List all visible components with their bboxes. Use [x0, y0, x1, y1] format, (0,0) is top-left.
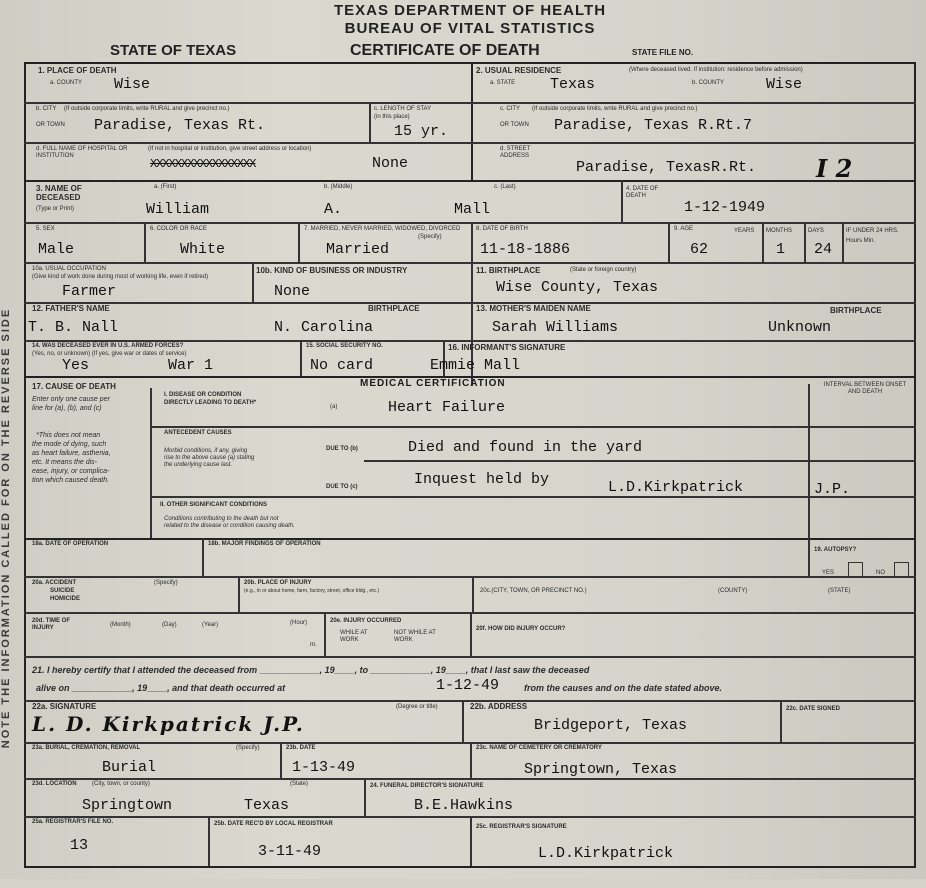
age-label: 9. AGE	[674, 226, 694, 232]
father-name-label: 12. FATHER'S NAME	[32, 304, 110, 313]
rule	[24, 340, 916, 342]
occupation-note: (Give kind of work done during most of working life, even if retired)	[32, 274, 209, 280]
side-note: NOTE THE INFORMATION CALLED FOR ON THE REVERSE SIDE	[0, 307, 12, 749]
due-to-c-label: DUE TO (c)	[326, 484, 358, 490]
marital-specify: (Specify)	[418, 234, 442, 240]
father-birthplace-value: N. Carolina	[274, 319, 374, 336]
disease-label-2: DIRECTLY LEADING TO DEATH*	[164, 400, 257, 406]
reg-file-label: 25a. REGISTRAR'S FILE NO.	[32, 819, 114, 825]
armed-forces-note: (Yes, no, or unknown) (If yes, give war or dates of service)	[32, 351, 187, 357]
cemetery-value: Springtown, Texas	[524, 761, 678, 778]
street-address-handwriting: I 2	[816, 154, 853, 183]
burial-label: 23a. BURIAL, CREMATION, REMOVAL	[32, 745, 141, 751]
mother-name-label: 13. MOTHER'S MAIDEN NAME	[476, 304, 591, 313]
not-while-at-work-label: NOT WHILE AT WORK	[394, 630, 436, 643]
rule	[470, 816, 472, 866]
burial-value: Burial	[102, 759, 157, 776]
funeral-director-value: B.E.Hawkins	[414, 797, 514, 814]
rule	[24, 62, 26, 868]
years-label: YEARS	[734, 228, 755, 234]
rule	[842, 222, 844, 262]
rule	[300, 340, 302, 376]
rule	[364, 460, 916, 462]
location-note: (City, town, or county)	[92, 781, 150, 787]
mother-name-value: Sarah Williams	[492, 319, 619, 336]
date-recd-label: 25b. DATE REC'D BY LOCAL REGISTRAR	[214, 821, 333, 827]
mother-birthplace-label: BIRTHPLACE	[830, 306, 882, 315]
state-value: Texas	[550, 76, 596, 93]
res-county-label: b. COUNTY	[692, 80, 725, 86]
rule	[24, 778, 916, 780]
rule	[24, 656, 916, 658]
res-city-value: Paradise, Texas R.Rt.7	[554, 117, 753, 134]
injury-state-label: (STATE)	[828, 588, 851, 594]
rule	[462, 700, 464, 742]
rule	[621, 180, 623, 222]
major-findings-label: 18b. MAJOR FINDINGS OF OPERATION	[208, 541, 321, 547]
location-city-value: Springtown	[82, 797, 173, 814]
hospital-struck-text: XXXXXXXXXXXXXXXXX	[150, 157, 256, 171]
length-of-stay-value: 15 yr.	[394, 123, 449, 140]
morbid-note-3: the underlying cause last.	[164, 462, 233, 468]
city-note: (If outside corporate limits, write RURAL and give precinct no.)	[64, 106, 230, 112]
middle-name-value: A.	[324, 201, 343, 218]
sex-label: 5. SEX	[36, 226, 55, 232]
rule	[24, 62, 916, 64]
armed-forces-value: Yes	[62, 357, 90, 374]
antecedent-label: ANTECEDENT CAUSES	[164, 430, 232, 436]
form-grid	[24, 62, 916, 868]
hospital-label: d. FULL NAME OF HOSPITAL OR INSTITUTION	[36, 146, 128, 159]
dob-label: 8. DATE OF BIRTH	[476, 226, 528, 232]
age-days-value: 24	[814, 241, 833, 258]
accident-label: 20a. ACCIDENT	[32, 580, 77, 586]
header-state-file-no: STATE FILE NO.	[632, 48, 694, 57]
place-of-death-label: 1. PLACE OF DEATH	[38, 66, 117, 75]
reg-sig-value: L.D.Kirkpatrick	[538, 845, 674, 862]
autopsy-no-label: NO	[876, 570, 885, 576]
cause-a-mark: (a)	[330, 404, 338, 410]
county-label: a. COUNTY	[50, 80, 83, 86]
certify-line-1: 21. I hereby certify that I attended the deceased from ____________, 19____, to ____________, 19____, that I last saw the deceased	[32, 665, 590, 675]
rule	[24, 576, 916, 578]
informant-value: Emmie Mall	[430, 357, 521, 374]
age-years-value: 62	[690, 241, 709, 258]
father-birthplace-label: BIRTHPLACE	[368, 304, 420, 313]
rule	[208, 816, 210, 866]
reg-sig-label: 25c. REGISTRAR'S SIGNATURE	[476, 824, 567, 830]
occupation-label: 10a. USUAL OCCUPATION	[32, 266, 106, 272]
rule	[364, 778, 366, 816]
other-conditions-label: II. OTHER SIGNIFICANT CONDITIONS	[160, 502, 268, 508]
rule	[24, 102, 916, 104]
rule	[150, 496, 364, 498]
length-of-stay-note: (in this place)	[374, 114, 410, 120]
business-value: None	[274, 283, 311, 300]
rule	[24, 866, 916, 868]
cause-note-7: ease, injury, or complica-	[32, 468, 110, 475]
race-value: White	[180, 241, 226, 258]
time-injury-label: 20d. TIME OF INJURY	[32, 618, 71, 631]
rule	[808, 538, 810, 576]
cause-note-6: etc. It means the dis-	[32, 459, 97, 466]
father-name-value: T. B. Nall	[28, 319, 119, 336]
hospital-value: None	[372, 155, 409, 172]
first-name-label: a. (First)	[154, 184, 177, 190]
hospital-note: (If not in hospital or institution, give street address or location)	[148, 146, 312, 152]
how-injury-label: 20f. HOW DID INJURY OCCUR?	[476, 626, 566, 632]
header-title: CERTIFICATE OF DEATH	[350, 42, 540, 59]
signature-label: 22a. SIGNATURE	[32, 702, 97, 711]
under24-label: IF UNDER 24 HRS.	[846, 228, 899, 234]
city-value: Paradise, Texas Rt.	[94, 117, 266, 134]
morbid-note-2: rise to the above cause (a) stating	[164, 455, 255, 461]
res-city-label: c. CITY	[500, 106, 521, 112]
race-label: 6. COLOR OR RACE	[150, 226, 208, 232]
morbid-note-1: Morbid conditions, if any, giving	[164, 448, 248, 454]
usual-residence-label: 2. USUAL RESIDENCE	[476, 66, 562, 75]
cause-of-death-label: 17. CAUSE OF DEATH	[32, 382, 116, 391]
location-label: 23d. LOCATION	[32, 781, 77, 787]
last-name-label: c. (Last)	[494, 184, 516, 190]
due-to-b-label: DUE TO (b)	[326, 446, 358, 452]
rule	[324, 612, 326, 656]
rule	[280, 742, 282, 778]
rule	[24, 538, 916, 540]
funeral-director-label: 24. FUNERAL DIRECTOR'S SIGNATURE	[370, 783, 484, 789]
rule	[150, 388, 152, 538]
occupation-value: Farmer	[62, 283, 117, 300]
location-state-value: Texas	[244, 797, 290, 814]
rule	[202, 538, 204, 576]
cause-note-8: tion which caused death.	[32, 477, 110, 484]
autopsy-no-checkbox[interactable]	[894, 562, 909, 577]
rule	[24, 142, 916, 144]
burial-date-label: 23b. DATE	[286, 745, 316, 751]
city-town-precinct-label: 20c.(CITY, TOWN, OR PRECINCT NO.)	[480, 588, 587, 594]
cause-b-value: Died and found in the yard	[408, 439, 643, 456]
rule	[470, 612, 472, 656]
middle-name-label: b. (Middle)	[324, 184, 353, 190]
marital-label: 7. MARRIED, NEVER MARRIED, WIDOWED, DIVORCED	[304, 226, 461, 232]
header-agency: TEXAS DEPARTMENT OF HEALTH	[333, 2, 607, 19]
armed-forces-label: 14. WAS DECEASED EVER IN U.S. ARMED FORCES?	[32, 343, 184, 349]
homicide-label: HOMICIDE	[50, 596, 80, 602]
cause-a-value: Heart Failure	[388, 399, 506, 416]
rule	[24, 222, 916, 224]
name-of-deceased-label: 3. NAME OF DECEASED	[36, 184, 82, 202]
birthplace-value: Wise County, Texas	[496, 279, 659, 296]
certify-line-2a: alive on ____________, 19____, and that death occurred at	[36, 683, 286, 693]
rule	[804, 222, 806, 262]
place-injury-note: (e.g., in or about home, farm, factory, street, office bldg., etc.)	[244, 588, 380, 594]
rule	[471, 62, 473, 180]
cause-note-1: Enter only one cause per	[32, 396, 110, 403]
date-recd-value: 3-11-49	[258, 843, 322, 860]
date-of-death-label: 4. DATE OF DEATH	[626, 186, 659, 199]
cemetery-label: 23c. NAME OF CEMETERY OR CREMATORY	[476, 745, 602, 751]
ssn-value: No card	[310, 357, 374, 374]
days-label: DAYS	[808, 228, 824, 234]
cause-c-value-1: Inquest held by	[414, 471, 550, 488]
injury-county-label: (COUNTY)	[718, 588, 748, 594]
rule	[472, 576, 474, 612]
disease-label-1: I. DISEASE OR CONDITION	[164, 392, 242, 398]
first-name-value: William	[146, 201, 210, 218]
degree-label: (Degree or title)	[396, 704, 438, 710]
rule	[914, 62, 916, 868]
res-city-note: (If outside corporate limits, write RURAL and give precinct no.)	[532, 106, 698, 112]
autopsy-yes-label: YES	[822, 570, 835, 576]
rule	[24, 180, 916, 182]
hours-min-label: Hours Min.	[846, 238, 876, 244]
autopsy-yes-checkbox[interactable]	[848, 562, 863, 577]
street-address-label: d. STREET ADDRESS	[500, 146, 531, 159]
address-value: Bridgeport, Texas	[534, 717, 688, 734]
cause-c-value-2: L.D.Kirkpatrick	[608, 479, 744, 496]
length-of-stay-label: c. LENGTH OF STAY	[374, 106, 432, 112]
rule	[668, 222, 670, 262]
certify-line-2b: from the causes and on the date stated above.	[524, 683, 723, 693]
date-operation-label: 18a. DATE OF OPERATION	[32, 541, 109, 547]
injury-month-label: (Month)	[110, 622, 131, 628]
injury-day-label: (Day)	[162, 622, 177, 628]
months-label: MONTHS	[766, 228, 792, 234]
reg-file-value: 13	[70, 837, 89, 854]
header-bureau: BUREAU OF VITAL STATISTICS	[344, 20, 596, 37]
marital-value: Married	[326, 241, 390, 258]
place-injury-label: 20b. PLACE OF INJURY	[244, 580, 312, 586]
header-state: STATE OF TEXAS	[110, 42, 237, 59]
address-label: 22b. ADDRESS	[470, 702, 528, 711]
rule	[24, 262, 916, 264]
medical-cert-title: MEDICAL CERTIFICATION	[360, 378, 506, 389]
injury-hour-label: (Hour)	[290, 620, 308, 626]
signature-value: L. D. Kirkpatrick J.P.	[32, 712, 305, 736]
sex-value: Male	[38, 241, 75, 258]
res-or-town-label: OR TOWN	[500, 122, 529, 128]
city-label: b. CITY	[36, 106, 57, 112]
informant-label: 16. INFORMANT'S SIGNATURE	[448, 343, 566, 352]
dob-value: 11-18-1886	[480, 241, 571, 258]
while-at-work-label: WHILE AT WORK	[340, 630, 368, 643]
death-occurred-value: 1-12-49	[436, 677, 500, 694]
accident-specify: (Specify)	[154, 580, 178, 586]
business-label: 10b. KIND OF BUSINESS OR INDUSTRY	[256, 266, 408, 275]
street-address-value: Paradise, TexasR.Rt.	[576, 159, 757, 176]
usual-residence-note: (Where deceased lived. If institution: residence before admission)	[629, 67, 803, 73]
cause-note-3: *This does not mean	[36, 432, 101, 439]
autopsy-label: 19. AUTOPSY?	[814, 547, 857, 553]
cause-note-5: as heart failure, asthenia,	[32, 450, 111, 457]
type-or-print-label: (Type or Print)	[36, 206, 75, 212]
ssn-label: 15. SOCIAL SECURITY NO.	[306, 343, 383, 349]
location-state-note: (State)	[290, 781, 309, 787]
rule	[24, 302, 916, 304]
injury-year-label: (Year)	[202, 622, 219, 628]
rule	[369, 102, 371, 142]
injury-occurred-label: 20e. INJURY OCCURRED	[330, 618, 402, 624]
mother-birthplace-value: Unknown	[768, 319, 832, 336]
rule	[144, 222, 146, 262]
rule	[238, 576, 240, 612]
date-signed-label: 22c. DATE SIGNED	[786, 706, 840, 712]
county-value: Wise	[114, 76, 151, 93]
date-of-death-value: 1-12-1949	[684, 199, 766, 216]
age-months-value: 1	[776, 241, 786, 258]
other-conditions-note-2: related to the disease or condition causing death.	[164, 523, 295, 529]
other-conditions-note-1: Conditions contributing to the death but not	[164, 516, 279, 522]
rule	[780, 700, 782, 742]
rule	[762, 222, 764, 262]
state-label: a. STATE	[490, 80, 516, 86]
rule	[298, 222, 300, 262]
rule	[470, 742, 472, 778]
injury-m-label: m.	[310, 642, 317, 648]
burial-date-value: 1-13-49	[292, 759, 356, 776]
cause-note-4: the mode of dying, such	[32, 441, 107, 448]
res-county-value: Wise	[766, 76, 803, 93]
or-town-label: OR TOWN	[36, 122, 65, 128]
cause-note-2: line for (a), (b), and (c)	[32, 405, 102, 412]
rule	[150, 426, 916, 428]
rule	[252, 262, 254, 302]
burial-specify: (Specify)	[236, 745, 260, 751]
last-name-value: Mall	[454, 201, 491, 218]
war-value: War 1	[168, 357, 214, 374]
birthplace-note: (State or foreign country)	[570, 267, 637, 273]
cause-c-value-3: J.P.	[814, 481, 851, 498]
birthplace-label: 11. BIRTHPLACE	[476, 266, 541, 275]
suicide-label: SUICIDE	[50, 588, 75, 594]
interval-label: INTERVAL BETWEEN ONSET AND DEATH	[823, 382, 907, 395]
